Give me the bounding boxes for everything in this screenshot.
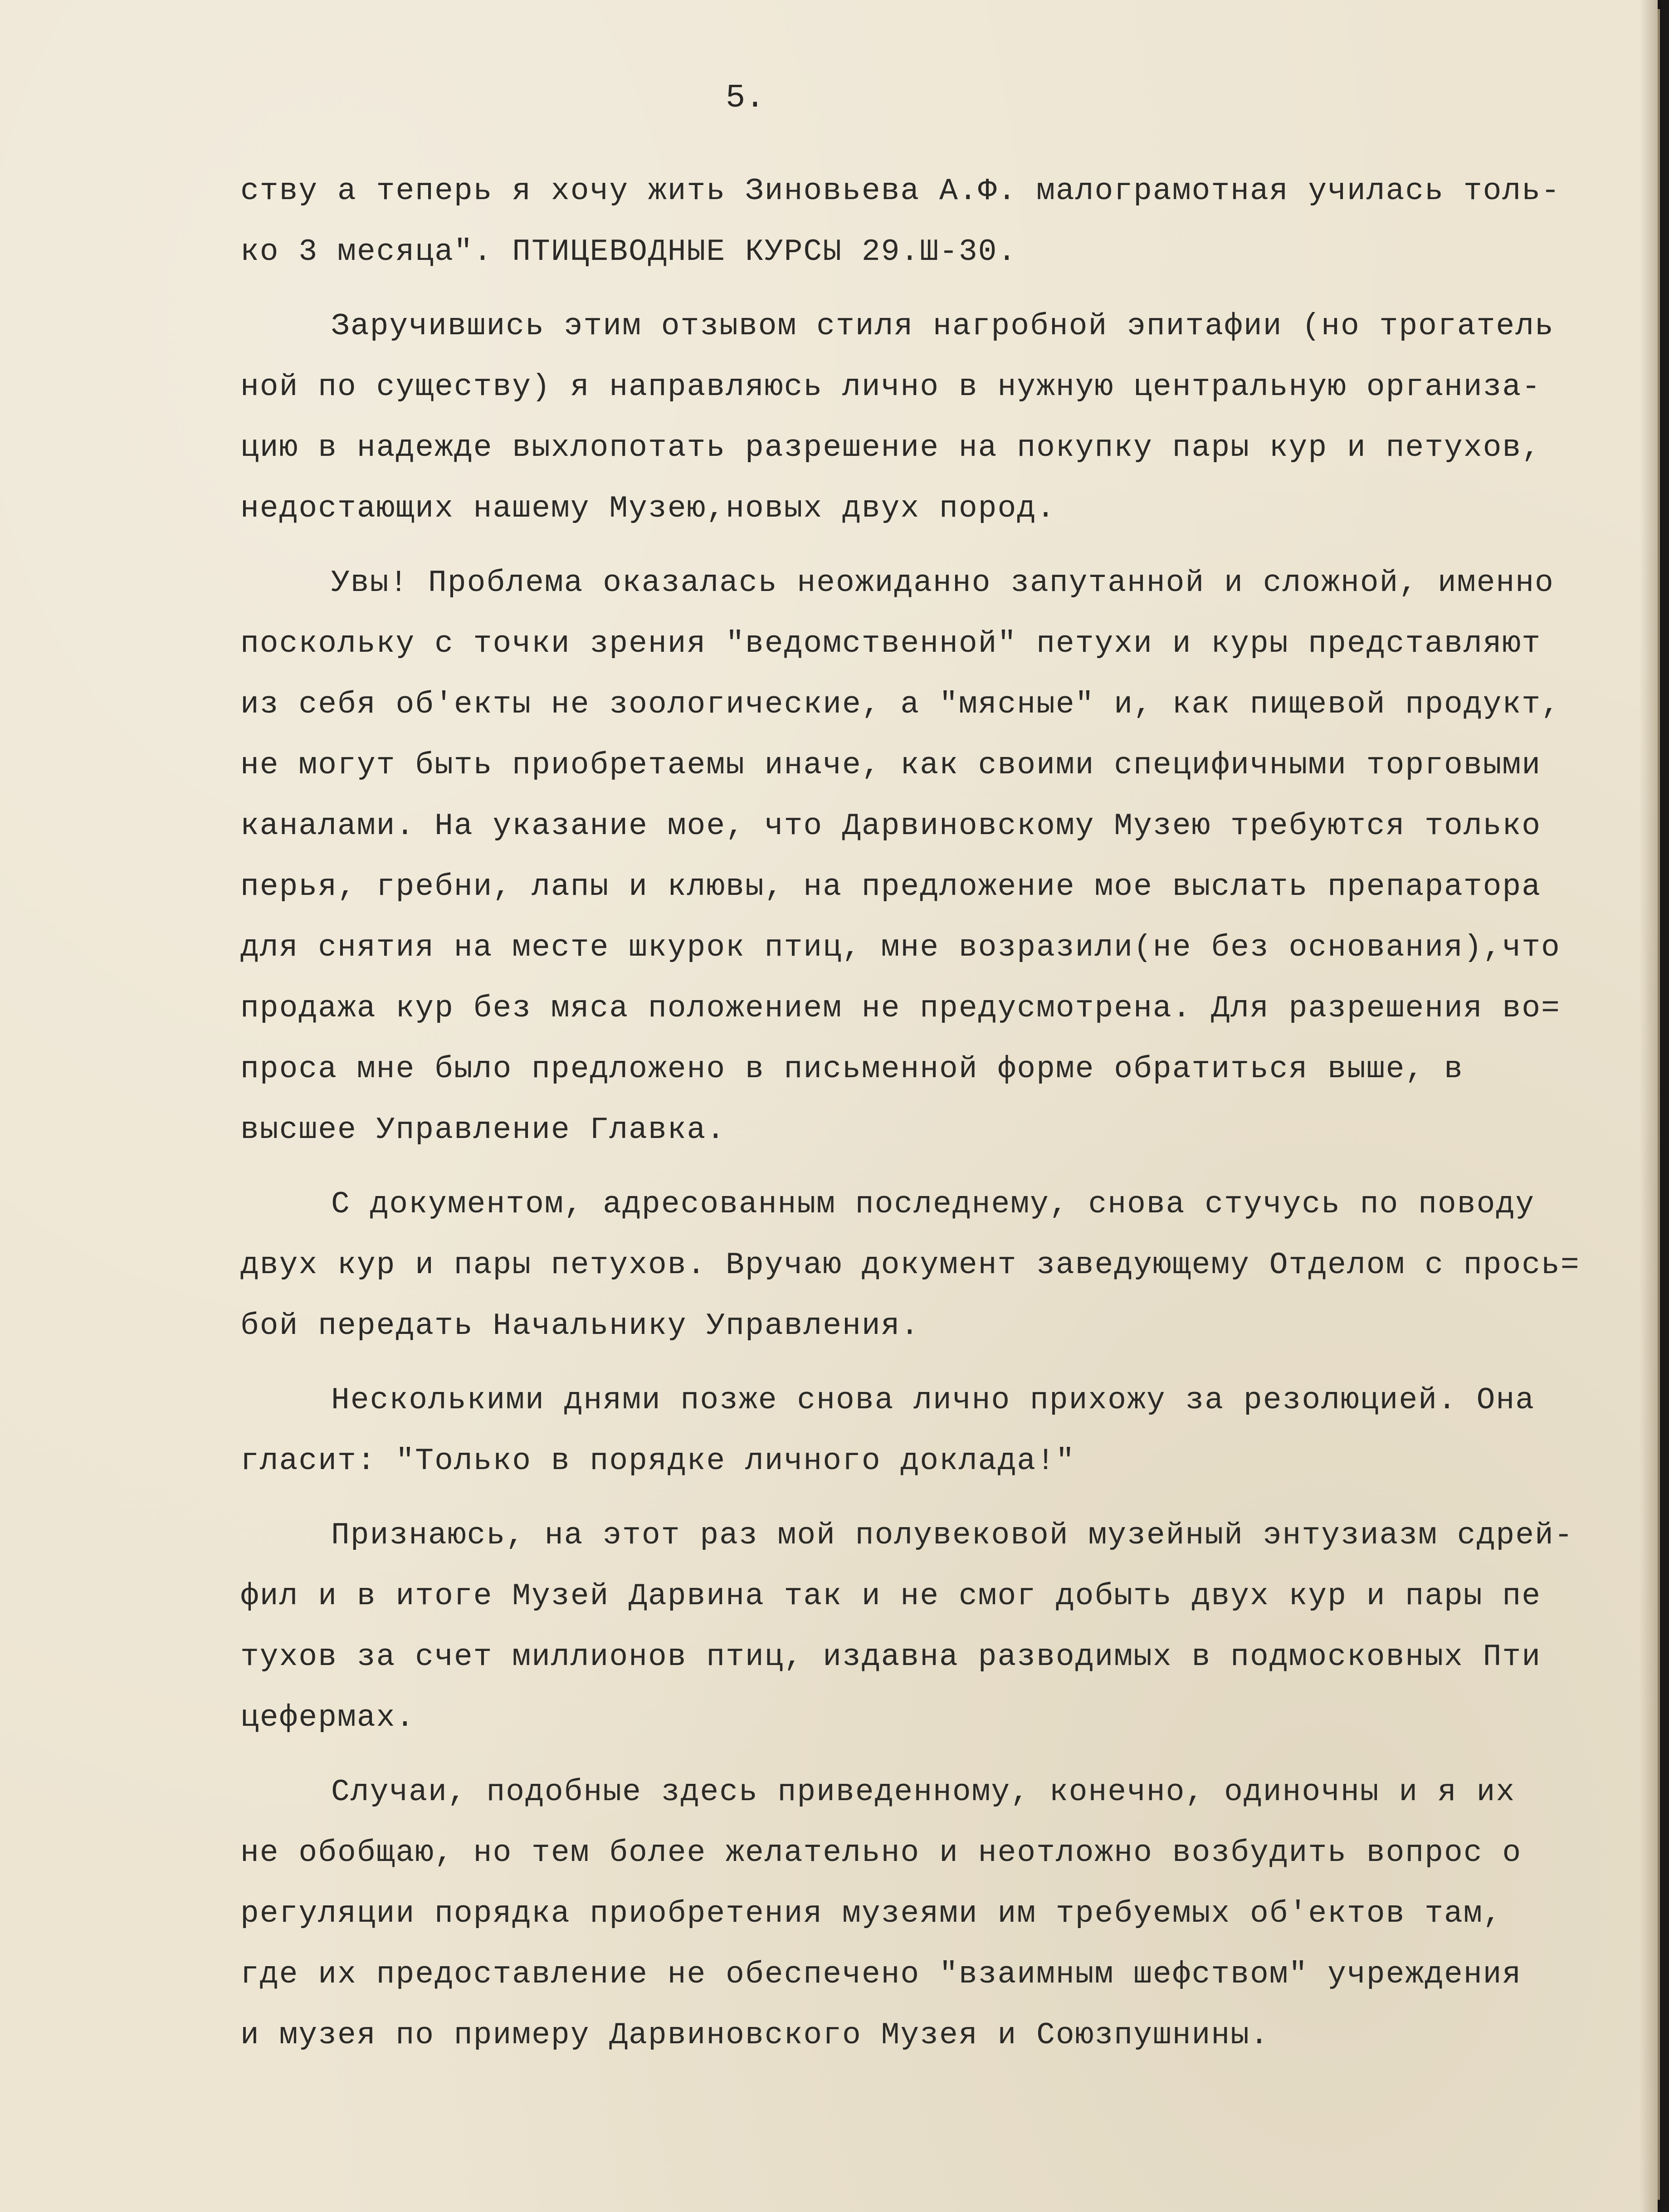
text-line: перья, гребни, лапы и клювы, на предложение мое выслать препаратора	[240, 869, 1542, 904]
text-line: ко 3 месяца". ПТИЦЕВОДНЫЕ КУРСЫ 29.Ш-30.	[240, 234, 1017, 269]
text-line: не обобщаю, но тем более желательно и неотложно возбудить вопрос о	[240, 1836, 1522, 1870]
text-line: Заручившись этим отзывом стиля нагробной эпитафии (но трогатель	[331, 309, 1554, 344]
text-line: недостающих нашему Музею,новых двух пород.	[240, 491, 1056, 526]
text-line: фил и в итоге Музей Дарвина так и не смог добыть двух кур и пары пе	[240, 1579, 1542, 1614]
document-body	[240, 161, 1628, 2066]
text-line: из себя об'екты не зоологические, а "мясные" и, как пищевой продукт,	[240, 687, 1561, 722]
paragraph-7	[240, 1762, 1628, 2066]
text-line: регуляции порядка приобретения музеями им требуемых об'ектов там,	[240, 1896, 1503, 1931]
text-line: не могут быть приобретаемы иначе, как своими специфичными торговыми	[240, 748, 1542, 783]
text-line: Признаюсь, на этот раз мой полувековой музейный энтузиазм сдрей-	[331, 1518, 1574, 1553]
text-line: Несколькими днями позже снова лично прихожу за резолюцией. Она	[331, 1383, 1535, 1418]
text-line: и музея по примеру Дарвиновского Музея и Союзпушнины.	[240, 2018, 1269, 2053]
text-line: продажа кур без мяса положением не предусмотрена. Для разрешения во=	[240, 991, 1561, 1026]
text-line: где их предоставление не обеспечено "взаимным шефством" учреждения	[240, 1957, 1522, 1992]
text-line: С документом, адресованным последнему, снова стучусь по поводу	[331, 1187, 1535, 1222]
paragraph-1	[240, 161, 1628, 283]
paragraph-3	[240, 553, 1628, 1161]
page-shadow-edge	[1640, 0, 1658, 2212]
paragraph-6	[240, 1505, 1628, 1748]
text-line: для снятия на месте шкурок птиц, мне возразили(не без основания),что	[240, 930, 1561, 965]
page-number: 5.	[726, 79, 765, 117]
text-line: Случаи, подобные здесь приведенному, конечно, одиночны и я их	[331, 1775, 1516, 1810]
text-line: цефермах.	[240, 1700, 415, 1735]
text-line: ной по существу) я направляюсь лично в нужную центральную организа-	[240, 370, 1542, 405]
paragraph-4	[240, 1174, 1628, 1357]
text-line: тухов за счет миллионов птиц, издавна разводимых в подмосковных Пти	[240, 1640, 1542, 1675]
text-line: каналами. На указание мое, что Дарвиновскому Музею требуются только	[240, 809, 1542, 844]
text-line: ству а теперь я хочу жить Зиновьева А.Ф. малограмотная училась толь-	[240, 174, 1561, 209]
text-line: проса мне было предложено в письменной форме обратиться выше, в	[240, 1052, 1464, 1087]
text-line: бой передать Начальнику Управления.	[240, 1309, 920, 1343]
text-line: гласит: "Только в порядке личного доклада!"	[240, 1444, 1075, 1479]
text-line: цию в надежде выхлопотать разрешение на покупку пары кур и петухов,	[240, 430, 1542, 465]
text-line: поскольку с точки зрения "ведомственной" петухи и куры представляют	[240, 626, 1542, 661]
text-line: высшее Управление Главка.	[240, 1113, 726, 1148]
paragraph-5	[240, 1370, 1628, 1492]
text-line: Увы! Проблема оказалась неожиданно запутанной и сложной, именно	[331, 566, 1554, 601]
paragraph-2	[240, 296, 1628, 539]
text-line: двух кур и пары петухов. Вручаю документ заведующему Отделом с прось=	[240, 1248, 1580, 1283]
